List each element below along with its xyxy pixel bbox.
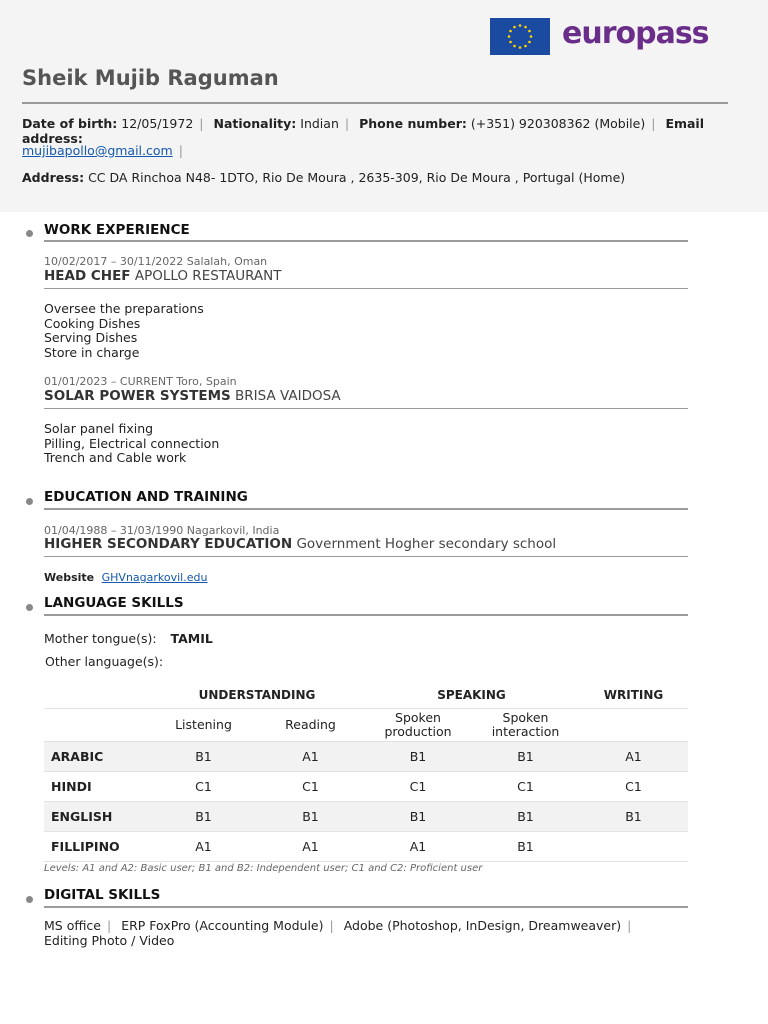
skill-item: Adobe (Photoshop, InDesign, Dreamweaver): [343, 918, 622, 933]
address-label: Address:: [22, 170, 85, 185]
listening-level: C1: [150, 772, 257, 802]
section-bullet: [26, 896, 33, 903]
reading-header: Reading: [257, 709, 364, 742]
listening-level: B1: [150, 742, 257, 772]
language-name: ENGLISH: [44, 802, 150, 832]
interaction-level: B1: [472, 802, 579, 832]
table-row: [44, 802, 688, 832]
job-2-title: [44, 388, 341, 404]
job-1-title: [44, 268, 282, 284]
listening-level: B1: [150, 802, 257, 832]
section-bullet: [26, 498, 33, 505]
spoken-production-header: Spoken production: [364, 709, 472, 742]
job-divider: [44, 288, 688, 289]
eu-stars-icon: [490, 18, 550, 55]
language-table-group-header: [44, 682, 688, 709]
education-school: Government Hogher secondary school: [296, 536, 557, 552]
dob-value: 12/05/1972: [121, 116, 194, 131]
address-value: CC DA Rinchoa N48- 1DTO, Rio De Moura , 2635-309, Rio De Moura , Portugal (Home): [88, 170, 626, 185]
job-1-org: APOLLO RESTAURANT: [134, 268, 282, 284]
email-label: Email address:: [22, 116, 705, 146]
job-2-org: BRISA VAIDOSA: [235, 388, 341, 404]
section-bullet: [26, 604, 33, 611]
education-title: EDUCATION AND TRAINING: [44, 489, 248, 505]
listening-level: A1: [150, 832, 257, 862]
spoken-interaction-header: Spoken interaction: [472, 709, 579, 742]
writing-level: C1: [579, 772, 688, 802]
duty-item: Cooking Dishes: [44, 315, 141, 331]
education-title-line: [44, 536, 556, 552]
job-1-duties: [44, 302, 204, 360]
nationality-label: Nationality:: [213, 116, 297, 131]
job-2-role: SOLAR POWER SYSTEMS: [44, 388, 231, 404]
production-level: C1: [364, 772, 472, 802]
job-1-meta: 10/02/2017 – 30/11/2022 Salalah, Oman: [44, 255, 268, 268]
listening-header: Listening: [150, 709, 257, 742]
writing-header: WRITING: [603, 688, 664, 702]
job-2-duties: [44, 422, 219, 466]
table-row: [44, 832, 688, 862]
section-divider: [44, 508, 688, 510]
reading-level: A1: [257, 832, 364, 862]
job-1-role: HEAD CHEF: [44, 268, 131, 284]
reading-level: B1: [257, 802, 364, 832]
mother-tongue-label: Mother tongue(s):: [44, 631, 157, 646]
website-label: Website: [44, 571, 95, 584]
email-link[interactable]: mujibapollo@gmail.com: [22, 143, 173, 158]
education-degree: HIGHER SECONDARY EDUCATION: [44, 536, 293, 552]
education-meta: 01/04/1988 – 31/03/1990 Nagarkovil, India: [44, 524, 280, 537]
section-divider: [44, 906, 688, 908]
section-divider: [44, 240, 688, 242]
name-divider: [22, 102, 728, 104]
duty-item: Trench and Cable work: [44, 450, 187, 466]
personal-info-line-2: mujibapollo@gmail.com |: [22, 143, 183, 158]
interaction-level: B1: [472, 832, 579, 862]
duty-item: Oversee the preparations: [44, 301, 204, 316]
phone-value: (+351) 920308362 (Mobile): [470, 116, 646, 131]
mother-tongue: [44, 631, 213, 646]
digital-skills-title: DIGITAL SKILLS: [44, 887, 161, 903]
website-link[interactable]: GHVnagarkovil.edu: [101, 571, 208, 584]
phone-label: Phone number:: [359, 116, 467, 131]
reading-level: A1: [257, 742, 364, 772]
language-name: ARABIC: [44, 742, 150, 772]
interaction-level: B1: [472, 742, 579, 772]
job-divider: [44, 408, 688, 409]
digital-skills-list: MS office | ERP FoxPro (Accounting Module) | Adobe (Photoshop, InDesign, Dreamweaver) | Editing Photo / Video: [44, 918, 632, 948]
duty-item: Serving Dishes: [44, 330, 138, 346]
other-languages-label: Other language(s):: [45, 654, 164, 669]
duty-item: Solar panel fixing: [44, 421, 154, 436]
dob-label: Date of birth:: [22, 116, 118, 131]
eu-flag-icon: [490, 18, 550, 55]
language-skills-title: LANGUAGE SKILLS: [44, 595, 184, 611]
job-2-meta: 01/01/2023 – CURRENT Toro, Spain: [44, 375, 237, 388]
interaction-level: C1: [472, 772, 579, 802]
production-level: B1: [364, 802, 472, 832]
europass-logo: europass: [562, 16, 709, 51]
production-level: B1: [364, 742, 472, 772]
person-name: Sheik Mujib Raguman: [22, 66, 279, 90]
personal-header: [0, 0, 768, 212]
table-row: [44, 742, 688, 772]
education-website: [44, 571, 207, 584]
work-experience-title: WORK EXPERIENCE: [44, 222, 190, 238]
language-table-subheader: [44, 709, 688, 742]
skill-item: MS office: [44, 918, 101, 933]
language-table: [44, 682, 688, 862]
section-divider: [44, 614, 688, 616]
skill-item: Editing Photo / Video: [44, 932, 175, 948]
writing-level: A1: [579, 742, 688, 772]
skill-item: ERP FoxPro (Accounting Module): [121, 918, 324, 933]
reading-level: C1: [257, 772, 364, 802]
writing-level: [579, 832, 688, 862]
address-line: [22, 170, 625, 185]
education-divider: [44, 556, 688, 557]
table-row: [44, 772, 688, 802]
section-bullet: [26, 230, 33, 237]
duty-item: Store in charge: [44, 344, 140, 360]
personal-info-line-1: Date of birth: 12/05/1972 | Nationality: Indian | Phone number: (+351) 920308362 (Mobile) | Email address:: [22, 116, 705, 146]
production-level: A1: [364, 832, 472, 862]
understanding-header: UNDERSTANDING: [198, 688, 316, 702]
duty-item: Pilling, Electrical connection: [44, 435, 220, 451]
writing-level: B1: [579, 802, 688, 832]
language-name: HINDI: [44, 772, 150, 802]
language-name: FILLIPINO: [44, 832, 150, 862]
mother-tongue-value: TAMIL: [170, 631, 213, 646]
speaking-header: SPEAKING: [437, 688, 506, 702]
nationality-value: Indian: [300, 116, 339, 131]
levels-note: Levels: A1 and A2: Basic user; B1 and B2: Independent user; C1 and C2: Proficient user: [44, 863, 483, 874]
